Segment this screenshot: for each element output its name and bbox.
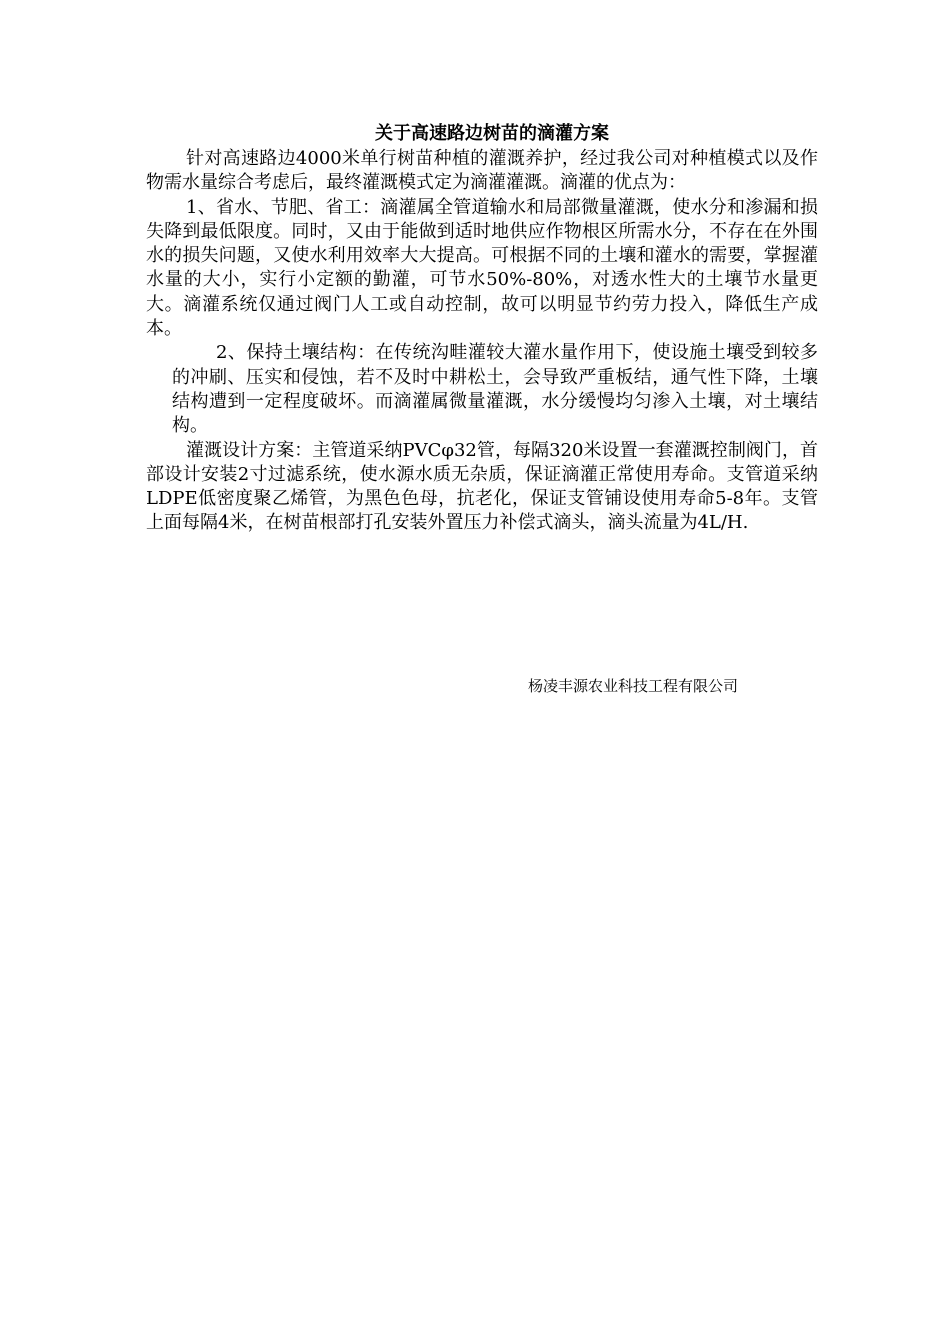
design-plan-paragraph: 灌溉设计方案：主管道采纳PVCφ32管，每隔320米设置一套灌溉控制阀门，首部设计安装2寸过滤系统，使水源水质无杂质，保证滴灌正常使用寿命。支管道采纳LDPE低密度聚乙烯管，为黑色色母，抗老化，保证支管铺设使用寿命5-8年。支管上面每隔4米，在树苗根部打孔安装外置压力补偿式滴头，滴头流量为4L/H. [146, 439, 818, 534]
company-signature: 杨凌丰源农业科技工程有限公司 [528, 677, 739, 695]
intro-paragraph: 针对高速路边4000米单行树苗种植的灌溉养护，经过我公司对种植模式以及作物需水量综合考虑后，最终灌溉模式定为滴灌灌溉。滴灌的优点为： [146, 148, 818, 194]
document-body [146, 121, 818, 536]
document-title: 关于高速路边树苗的滴灌方案 [375, 123, 609, 144]
advantage-paragraph-2: 2、保持土壤结构：在传统沟畦灌较大灌水量作用下，使设施土壤受到较多的冲刷、压实和侵蚀，若不及时中耕松土，会导致严重板结，通气性下降，土壤结构遭到一定程度破坏。而滴灌属微量灌溉，水分缓慢均匀渗入土壤，对土壤结构。 [172, 342, 818, 437]
advantage-paragraph-1: 1、省水、节肥、省工：滴灌属全管道输水和局部微量灌溉，使水分和渗漏和损失降到最低限度。同时，又由于能做到适时地供应作物根区所需水分，不存在在外围水的损失问题，又使水利用效率大大提高。可根据不同的土壤和灌水的需要，掌握灌水量的大小，实行小定额的勤灌，可节水50%-80%，对透水性大的土壤节水量更大。滴灌系统仅通过阀门人工或自动控制，故可以明显节约劳力投入，降低生产成本。 [146, 196, 818, 340]
